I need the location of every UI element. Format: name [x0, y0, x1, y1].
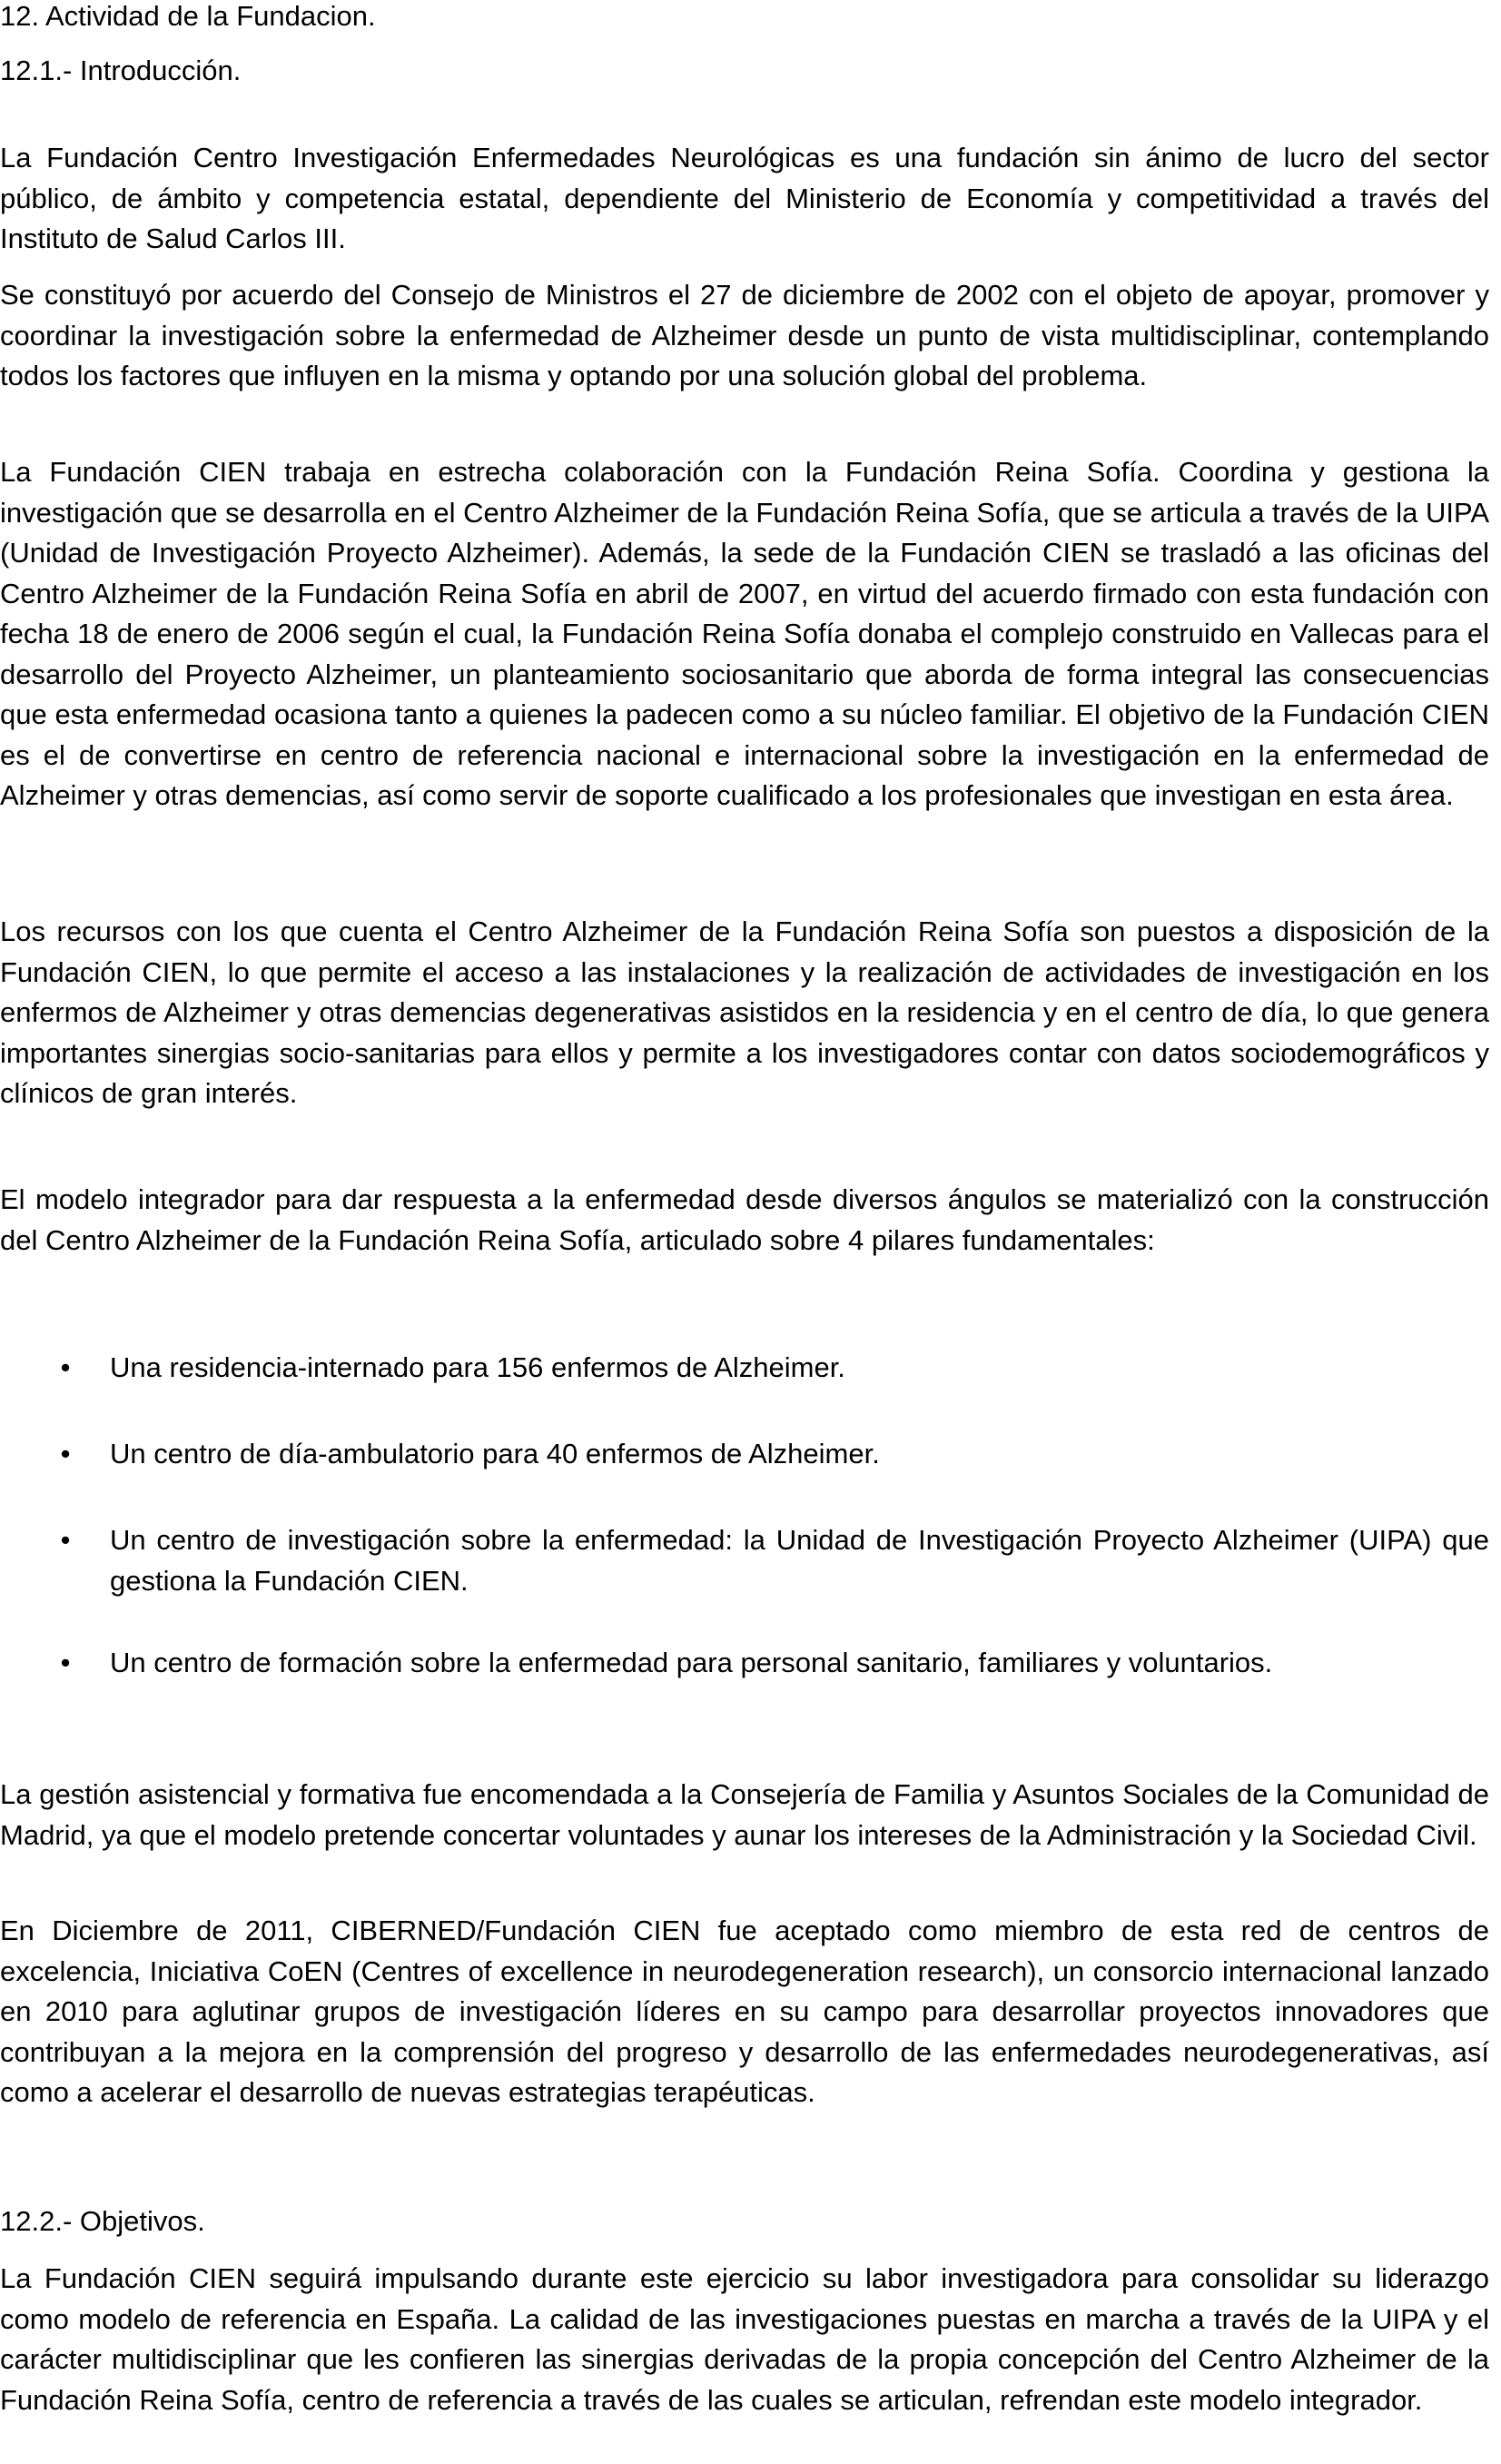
objectives-heading: 12.2.- Objetivos. [0, 2205, 205, 2237]
list-item-text: Un centro de día-ambulatorio para 40 enfermos de Alzheimer. [110, 1438, 880, 1469]
intro-paragraph-collaboration: La Fundación CIEN trabaja en estrecha colaboración con la Fundación Reina Sofía. Coordina y gestiona la investigación que se desarrolla en el Centro Alzheimer de la Fundación Reina Sofía, que se articula a través de la UIPA (Unidad de Investigación Proyecto Alzheimer). Además, la sede de la Fundación CIEN se trasladó a las oficinas del Centro Alzheimer de la Fundación Reina Sofía en abril de 2007, en virtud del acuerdo firmado con esta fundación con fecha 18 de enero de 2006 según el cual, la Fundación Reina Sofía donaba el complejo construido en Vallecas para el desarrollo del Proyecto Alzheimer, un planteamiento sociosanitario que aborda de forma integral las consecuencias que esta enfermedad ocasiona tanto a quienes la padecen como a su núcleo familiar. El objetivo de la Fundación CIEN es el de convertirse en centro de referencia nacional e internacional sobre la investigación en la enfermedad de Alzheimer y otras demencias, así como servir de soporte cualificado a los profesionales que investigan en esta área. [0, 456, 1489, 811]
intro-paragraph-resources: Los recursos con los que cuenta el Centro Alzheimer de la Fundación Reina Sofía son puestos a disposición de la Fundación CIEN, lo que permite el acceso a las instalaciones y la realización de actividades de investigación en los enfermos de Alzheimer y otras demencias degenerativas asistidos en la residencia y en el centro de día, lo que genera importantes sinergias socio-sanitarias para ellos y permite a los investigadores contar con datos sociodemográficos y clínicos de gran interés. [0, 915, 1489, 1109]
list-item-text: Un centro de formación sobre la enfermedad para personal sanitario, familiares y voluntarios. [110, 1647, 1273, 1678]
list-item [0, 1643, 1489, 1684]
list-item [0, 1434, 1489, 1475]
objectives-paragraph: La Fundación CIEN seguirá impulsando durante este ejercicio su labor investigadora para consolidar su liderazgo como modelo de referencia en España. La calidad de las investigaciones puestas en marcha a través de la UIPA y el carácter multidisciplinar que les confieren las sinergias derivadas de la propia concepción del Centro Alzheimer de la Fundación Reina Sofía, centro de referencia a través de las cuales se articulan, refrendan este modelo integrador. [0, 2262, 1489, 2416]
intro-paragraph-constitution: Se constituyó por acuerdo del Consejo de Ministros el 27 de diciembre de 2002 con el objeto de apoyar, promover y coordinar la investigación sobre la enfermedad de Alzheimer desde un punto de vista multidisciplinar, contemplando todos los factores que influyen en la misma y optando por una solución global del problema. [0, 279, 1489, 391]
list-item-text: Una residencia-internado para 156 enfermos de Alzheimer. [110, 1351, 845, 1383]
bullet-icon: • [60, 1438, 71, 1469]
bullet-icon: • [60, 1524, 71, 1556]
intro-paragraph-foundation: La Fundación Centro Investigación Enfermedades Neurológicas es una fundación sin ánimo de lucro del sector público, de ámbito y competencia estatal, dependiente del Ministerio de Economía y competitividad a través del Instituto de Salud Carlos III. [0, 142, 1489, 254]
bullet-icon: • [60, 1647, 71, 1678]
intro-paragraph-management: La gestión asistencial y formativa fue encomendada a la Consejería de Familia y Asuntos Sociales de la Comunidad de Madrid, ya que el modelo pretende concertar voluntades y aunar los intereses de la Administración y la Sociedad Civil. [0, 1778, 1489, 1851]
bullet-icon: • [60, 1351, 71, 1383]
list-item-text: Un centro de investigación sobre la enfermedad: la Unidad de Investigación Proyecto Alzheimer (UIPA) que gestiona la Fundación CIEN. [110, 1524, 1489, 1597]
intro-paragraph-ciberned: En Diciembre de 2011, CIBERNED/Fundación CIEN fue aceptado como miembro de esta red de centros de excelencia, Iniciativa CoEN (Centres of excellence in neurodegeneration research), un consorcio internacional lanzado en 2010 para aglutinar grupos de investigación líderes en su campo para desarrollar proyectos innovadores que contribuyan a la mejora en la comprensión del progreso y desarrollo de las enfermedades neurodegenerativas, así como a acelerar el desarrollo de nuevas estrategias terapéuticas. [0, 1915, 1489, 2108]
list-item [0, 1348, 1489, 1389]
introduction-heading: 12.1.- Introducción. [0, 54, 242, 86]
list-item [0, 1520, 1489, 1601]
intro-paragraph-model: El modelo integrador para dar respuesta a la enfermedad desde diversos ángulos se materializó con la construcción del Centro Alzheimer de la Fundación Reina Sofía, articulado sobre 4 pilares fundamentales: [0, 1183, 1489, 1256]
section-heading: 12. Actividad de la Fundacion. [0, 0, 376, 32]
